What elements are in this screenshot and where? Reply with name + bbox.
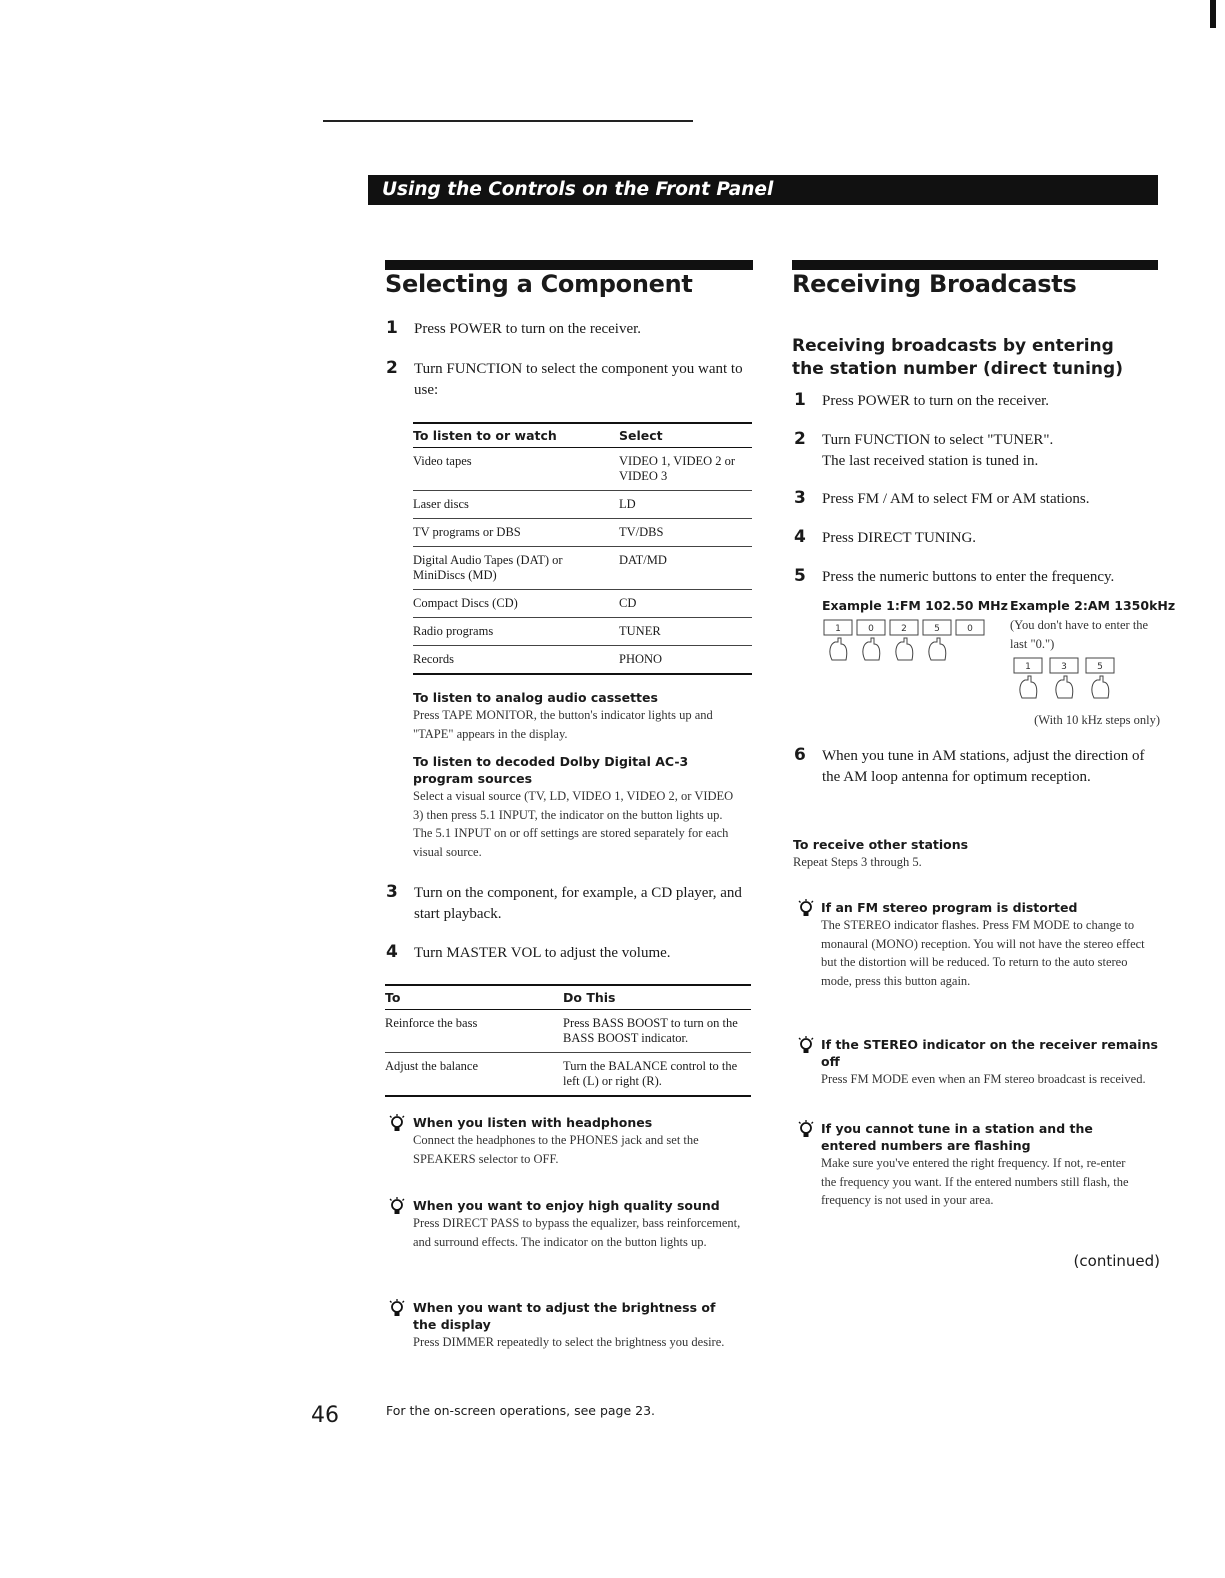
left-section-bar (385, 260, 753, 270)
note-analog-cassettes (413, 689, 753, 743)
table-cell: Laser discs (413, 491, 619, 519)
tip-heading: If an FM stereo program is distorted (821, 900, 1078, 915)
example-2-heading: Example 2:AM 1350kHz (1010, 598, 1176, 613)
direct-tuning-subtitle: Receiving broadcasts by entering the station number (direct tuning) (792, 336, 1123, 379)
left-step-3-number: 3 (386, 882, 398, 902)
tip-lightbulb-icon (388, 1113, 406, 1135)
tip-body: Connect the headphones to the PHONES jack and set the SPEAKERS selector to OFF. (413, 1133, 699, 1166)
note-heading: To listen to analog audio cassettes (413, 690, 658, 705)
table-row (385, 1053, 751, 1097)
step-line: Turn FUNCTION to select "TUNER". (822, 432, 1054, 448)
table-header: To (385, 985, 563, 1010)
numeric-keys-sequence (822, 618, 992, 666)
right-step-3-number: 3 (794, 488, 806, 508)
adjust-table (385, 984, 751, 1097)
table-header: Select (619, 423, 752, 448)
footer-note: For the on-screen operations, see page 23. (386, 1403, 656, 1418)
tip-body: Press DIRECT PASS to bypass the equalizer, bass reinforcement, and surround effects. The indicator on the button lights up. (413, 1216, 741, 1249)
table-cell: Press BASS BOOST to turn on the BASS BOOST indicator. (563, 1010, 751, 1053)
left-step-1-text: Press POWER to turn on the receiver. (414, 321, 642, 337)
tip-heading: When you want to adjust the brightness of the display (413, 1300, 716, 1332)
right-section-title: Receiving Broadcasts (792, 270, 1077, 298)
key-label: 0 (868, 624, 874, 634)
table-cell: TV programs or DBS (413, 519, 619, 547)
tip-body: Press DIMMER repeatedly to select the brightness you desire. (413, 1335, 725, 1349)
right-step-2-text (822, 430, 1158, 472)
table-row (385, 1010, 751, 1053)
tip-high-quality-sound (413, 1197, 743, 1251)
table-cell: Radio programs (413, 618, 619, 646)
table-header: To listen to or watch (413, 423, 619, 448)
tip-headphones (413, 1114, 753, 1168)
note-body: Select a visual source (TV, LD, VIDEO 1, VIDEO 2, or VIDEO 3) then press 5.1 INPUT, the indicator on the button lights up. The 5.1 INPUT on or off settings are stored separately for each visual source. (413, 789, 734, 859)
table-header: Do This (563, 985, 751, 1010)
right-step-5-number: 5 (794, 566, 806, 586)
tip-body: Make sure you've entered the right frequency. If not, re-enter the frequency you want. If the entered numbers still flash, the frequency is not used in your area. (821, 1156, 1129, 1207)
note-other-stations (793, 836, 1153, 872)
table-cell: VIDEO 1, VIDEO 2 or VIDEO 3 (619, 448, 752, 491)
key-label: 1 (1025, 662, 1031, 672)
table-row (413, 547, 752, 590)
right-step-4-text: Press DIRECT TUNING. (822, 530, 977, 546)
tip-heading: When you want to enjoy high quality sound (413, 1198, 720, 1213)
left-section-title: Selecting a Component (385, 270, 693, 298)
table-cell: Turn the BALANCE control to the left (L) or right (R). (563, 1053, 751, 1097)
table-cell: Records (413, 646, 619, 675)
left-step-1-number: 1 (386, 318, 398, 338)
tip-display-brightness (413, 1299, 743, 1352)
header-rule (323, 120, 693, 122)
table-cell: LD (619, 491, 752, 519)
table-cell: PHONO (619, 646, 752, 675)
key-label: 3 (1061, 662, 1067, 672)
tip-cannot-tune (821, 1120, 1141, 1210)
table-cell: Adjust the balance (385, 1053, 563, 1097)
example-2-keys (1012, 656, 1122, 706)
table-cell: CD (619, 590, 752, 618)
example-1-heading: Example 1:FM 102.50 MHz (822, 598, 1008, 613)
table-cell: TV/DBS (619, 519, 752, 547)
table-row (413, 491, 752, 519)
table-cell: Digital Audio Tapes (DAT) or MiniDiscs (MD) (413, 547, 619, 590)
page-number: 46 (311, 1403, 339, 1428)
example-2-note: (You don't have to enter the last "0.") (1010, 618, 1149, 651)
example-2-footnote: (With 10 kHz steps only) (1034, 713, 1160, 727)
component-table (413, 422, 752, 675)
section-banner (368, 175, 1158, 205)
note-heading: To receive other stations (793, 837, 969, 852)
table-row (413, 448, 752, 491)
right-step-1-text: Press POWER to turn on the receiver. (822, 393, 1050, 409)
tip-lightbulb-icon (388, 1196, 406, 1218)
table-cell: TUNER (619, 618, 752, 646)
step-line: The last received station is tuned in. (822, 453, 1039, 469)
right-step-2-number: 2 (794, 429, 806, 449)
example-1-keys (822, 618, 992, 668)
tip-heading: If the STEREO indicator on the receiver remains off (821, 1037, 1158, 1069)
key-label: 1 (835, 624, 841, 634)
key-label: 2 (901, 624, 907, 634)
table-cell: DAT/MD (619, 547, 752, 590)
left-step-2-text: Turn FUNCTION to select the component you want to use: (414, 361, 743, 398)
note-heading: To listen to decoded Dolby Digital AC-3 program sources (413, 754, 689, 786)
tip-heading: If you cannot tune in a station and the entered numbers are flashing (821, 1121, 1093, 1153)
table-row (413, 519, 752, 547)
right-step-4-number: 4 (794, 527, 806, 547)
table-header-row (413, 423, 752, 448)
key-label: 0 (967, 624, 973, 634)
table-cell: Compact Discs (CD) (413, 590, 619, 618)
table-row (413, 590, 752, 618)
table-cell: Reinforce the bass (385, 1010, 563, 1053)
right-step-5-text: Press the numeric buttons to enter the frequency. (822, 569, 1115, 585)
left-step-4-text: Turn MASTER VOL to adjust the volume. (414, 945, 671, 961)
table-row (413, 618, 752, 646)
continued-label: (continued) (1073, 1252, 1160, 1270)
tip-lightbulb-icon (797, 898, 815, 920)
key-label: 5 (1097, 662, 1103, 672)
right-step-6-text: When you tune in AM stations, adjust the direction of the AM loop antenna for optimum reception. (822, 748, 1145, 785)
banner-title: Using the Controls on the Front Panel (382, 179, 774, 200)
right-step-1-number: 1 (794, 390, 806, 410)
left-step-2-number: 2 (386, 358, 398, 378)
right-section-bar (792, 260, 1158, 270)
right-step-3-text: Press FM / AM to select FM or AM stations. (822, 491, 1090, 507)
tip-body: The STEREO indicator flashes. Press FM MODE to change to monaural (MONO) reception. You will not have the stereo effect but the distortion will be reduced. To return to the auto stereo mode, press this button again. (821, 918, 1145, 988)
table-row (413, 646, 752, 675)
table-cell: Video tapes (413, 448, 619, 491)
tip-stereo-indicator-off (821, 1036, 1161, 1089)
tip-heading: When you listen with headphones (413, 1115, 653, 1130)
left-step-3-text: Turn on the component, for example, a CD player, and start playback. (414, 885, 742, 922)
tip-lightbulb-icon (797, 1035, 815, 1057)
right-step-6-number: 6 (794, 745, 806, 765)
note-dolby-digital (413, 753, 743, 861)
table-header-row (385, 985, 751, 1010)
note-body: Repeat Steps 3 through 5. (793, 855, 922, 869)
tip-lightbulb-icon (797, 1119, 815, 1141)
left-step-4-number: 4 (386, 942, 398, 962)
key-label: 5 (934, 624, 940, 634)
tip-body: Press FM MODE even when an FM stereo broadcast is received. (821, 1072, 1146, 1086)
tip-fm-distorted (821, 899, 1161, 990)
numeric-keys-sequence (1012, 656, 1122, 704)
edge-marker (1210, 0, 1216, 28)
note-body: Press TAPE MONITOR, the button's indicator lights up and "TAPE" appears in the display. (413, 708, 713, 741)
tip-lightbulb-icon (388, 1298, 406, 1320)
